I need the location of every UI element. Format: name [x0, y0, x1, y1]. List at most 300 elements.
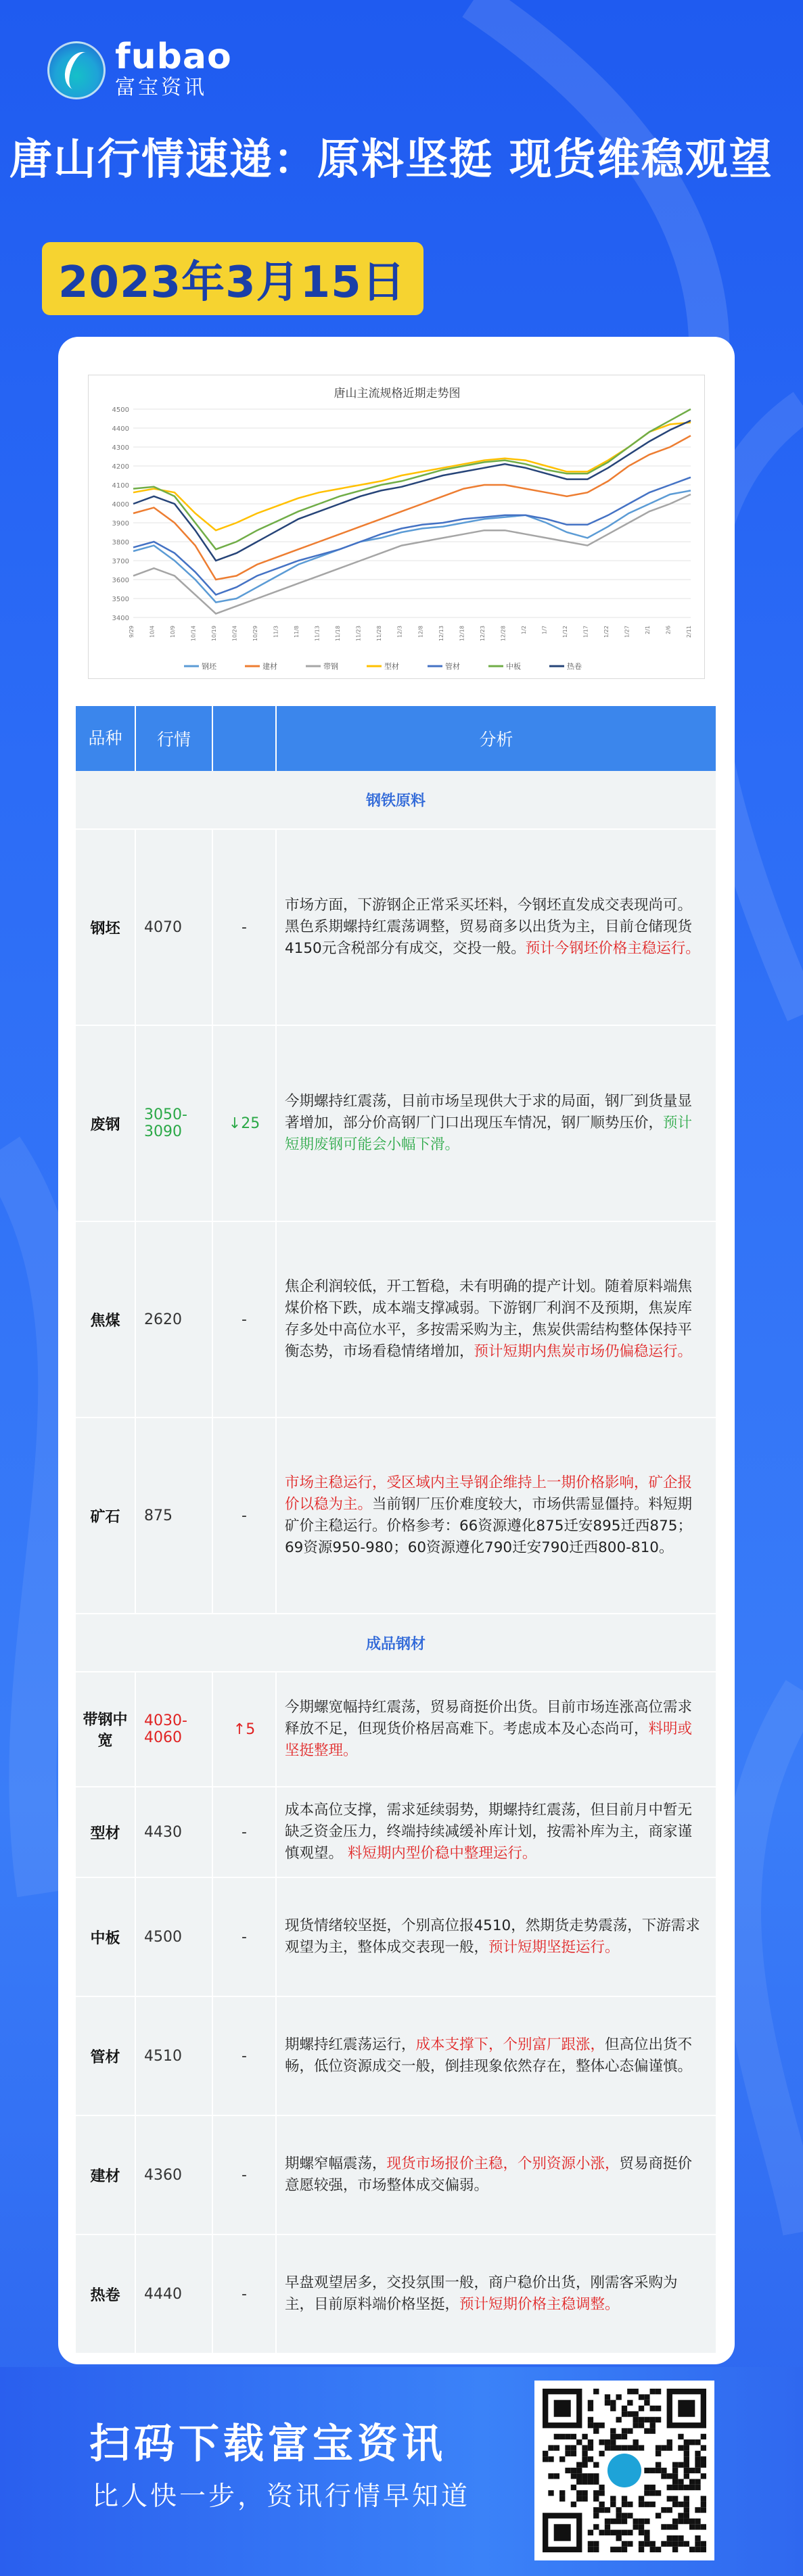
qr-module	[695, 2541, 700, 2546]
qr-module	[701, 2456, 706, 2462]
qr-module	[644, 2541, 649, 2546]
qr-module	[599, 2422, 604, 2428]
x-tick-label: 2/11	[686, 626, 692, 638]
analysis-highlight: 预计短期废钢可能会小幅下滑。	[285, 1114, 693, 1154]
qr-module	[678, 2462, 683, 2467]
analysis-tail: 但高位出货不畅，低位资源成交一般，倒挂现象依然存在，整体心态偏谨慎。	[285, 2036, 693, 2075]
table-row	[76, 1877, 716, 1996]
section-raw-row	[76, 771, 716, 829]
qr-module	[650, 2485, 656, 2490]
qr-module	[571, 2451, 576, 2456]
qr-module	[582, 2479, 587, 2485]
legend-label: 热卷	[567, 662, 582, 671]
qr-module	[571, 2445, 576, 2450]
qr-module	[639, 2530, 644, 2535]
y-tick-label: 4500	[112, 406, 129, 414]
qr-module	[684, 2519, 689, 2524]
qr-module	[610, 2547, 616, 2552]
qr-module	[684, 2456, 689, 2462]
qr-module	[672, 2502, 678, 2507]
qr-module	[678, 2502, 683, 2507]
x-tick-label: 1/22	[603, 626, 610, 638]
qr-module	[644, 2502, 649, 2507]
series-line	[133, 409, 691, 549]
qr-module	[695, 2524, 700, 2529]
table-row	[76, 1418, 716, 1614]
qr-module	[543, 2456, 548, 2462]
series-line	[133, 421, 691, 561]
qr-module	[582, 2490, 587, 2496]
qr-module	[582, 2462, 587, 2467]
qr-module	[672, 2485, 678, 2490]
qr-module	[605, 2439, 610, 2445]
qr-module	[633, 2389, 639, 2394]
row-analysis	[276, 1025, 716, 1221]
qr-module	[672, 2462, 678, 2467]
analysis-text: 当前钢厂压价难度较大，市场供需显僵持。料短期矿价主稳运行。价格参考：66资源遵化875迁安895迁西875；69资源950-980；60资源遵化790迁安790迁西800-810。	[285, 1495, 693, 1557]
qr-module	[610, 2439, 616, 2445]
qr-module	[633, 2439, 639, 2445]
qr-module	[639, 2502, 644, 2507]
analysis-text: 焦企利润较低，开工暂稳，未有明确的提产计划。随着原料端焦煤价格下跌，成本端支撑减弱。下游钢厂利润不及预期，焦炭库存多处中高位水平，多按需采购为主，焦炭供需结构整体保持平衡态势，市场看稳情绪增加，	[285, 1278, 693, 1361]
qr-module	[610, 2434, 616, 2439]
qr-module	[650, 2422, 656, 2428]
qr-module	[599, 2485, 604, 2490]
y-tick-label: 4100	[112, 482, 129, 490]
row-change: ↓25	[212, 1025, 276, 1221]
qr-module	[684, 2473, 689, 2479]
qr-module	[633, 2422, 639, 2428]
qr-module	[571, 2502, 576, 2507]
x-tick-label: 2/1	[644, 626, 651, 634]
y-tick-label: 3500	[112, 596, 129, 603]
legend-label: 管材	[445, 662, 460, 671]
qr-module	[559, 2490, 565, 2496]
qr-finder	[678, 2400, 695, 2417]
x-tick-label: 12/18	[459, 626, 465, 642]
x-tick-label: 1/2	[520, 626, 527, 634]
qr-module	[656, 2406, 661, 2411]
row-change: ↑5	[212, 1672, 276, 1787]
qr-module	[593, 2513, 599, 2519]
qr-module	[576, 2473, 582, 2479]
series-line	[133, 494, 691, 613]
qr-module	[588, 2479, 593, 2485]
qr-module	[548, 2490, 553, 2496]
qr-module	[701, 2445, 706, 2450]
qr-module	[622, 2502, 627, 2507]
row-kind: 带钢中宽	[76, 1672, 135, 1787]
qr-module	[559, 2434, 565, 2439]
qr-module	[650, 2406, 656, 2411]
qr-module	[684, 2462, 689, 2467]
qr-module	[689, 2439, 695, 2445]
section-finished-row	[76, 1614, 716, 1672]
table-row	[76, 1025, 716, 1221]
scan-title: 扫码下载富宝资讯	[89, 2420, 446, 2468]
qr-module	[559, 2496, 565, 2502]
market-table	[76, 706, 717, 2354]
qr-module	[672, 2541, 678, 2546]
qr-module	[678, 2535, 683, 2541]
qr-module	[639, 2445, 644, 2450]
x-tick-label: 12/28	[500, 626, 507, 642]
table-row	[76, 2115, 716, 2234]
y-tick-label: 3900	[112, 520, 129, 528]
row-analysis	[276, 1418, 716, 1614]
row-kind: 矿石	[76, 1418, 135, 1614]
table-row	[76, 1221, 716, 1418]
qr-module	[605, 2524, 610, 2529]
row-price: 4070	[135, 829, 212, 1025]
qr-module	[672, 2479, 678, 2485]
qr-module	[701, 2473, 706, 2479]
qr-module	[605, 2445, 610, 2450]
row-change: -	[212, 1996, 276, 2115]
qr-module	[554, 2434, 559, 2439]
qr-module	[689, 2479, 695, 2485]
row-analysis	[276, 1787, 716, 1877]
brand-name-en: fubao	[115, 37, 232, 77]
qr-module	[672, 2496, 678, 2502]
analysis-highlight: 现货市场报价主稳，个别资源小涨，	[386, 2155, 620, 2172]
qr-module	[576, 2490, 582, 2496]
series-line	[133, 436, 691, 580]
qr-module	[593, 2389, 599, 2394]
x-tick-label: 10/19	[211, 626, 218, 642]
qr-module	[616, 2547, 621, 2552]
x-tick-label: 1/12	[561, 626, 568, 638]
qr-module	[588, 2439, 593, 2445]
qr-module	[599, 2451, 604, 2456]
qr-module	[622, 2406, 627, 2411]
qr-module	[667, 2524, 672, 2529]
qr-module	[554, 2445, 559, 2450]
x-tick-label: 1/7	[541, 626, 548, 634]
qr-module	[656, 2445, 661, 2450]
row-change: -	[212, 1221, 276, 1418]
analysis-text: 现货情绪较坚挺，个别高位报4510，然期货走势震荡，下游需求观望为主，整体成交表现一般，	[285, 1917, 700, 1956]
trend-chart-svg	[89, 375, 706, 680]
qr-module	[656, 2451, 661, 2456]
row-price: 4030-4060	[135, 1672, 212, 1787]
legend-label: 钢坯	[202, 662, 216, 671]
header-change	[212, 706, 276, 771]
qr-module	[689, 2547, 695, 2552]
qr-module	[582, 2473, 587, 2479]
chart-title: 唐山主流规格近期走势图	[334, 387, 461, 400]
row-analysis	[276, 1221, 716, 1418]
analysis-highlight: 料明或坚挺整理。	[285, 1720, 693, 1760]
qr-module	[678, 2519, 683, 2524]
x-tick-label: 11/18	[335, 626, 342, 642]
row-kind: 废钢	[76, 1025, 135, 1221]
scan-subtitle: 比人快一步，资讯行情早知道	[92, 2481, 471, 2512]
qr-module	[622, 2411, 627, 2416]
header-price: 行情	[135, 706, 212, 771]
qr-module	[667, 2473, 672, 2479]
qr-module	[627, 2530, 633, 2535]
qr-module	[565, 2434, 570, 2439]
qr-module	[593, 2428, 599, 2433]
qr-module	[644, 2519, 649, 2524]
x-tick-label: 12/3	[396, 626, 403, 638]
row-analysis	[276, 829, 716, 1025]
qr-module	[672, 2468, 678, 2473]
row-price: 875	[135, 1418, 212, 1614]
qr-module	[599, 2502, 604, 2507]
analysis-highlight: 成本支撑下，个别富厂跟涨，	[415, 2036, 605, 2053]
qr-module	[593, 2524, 599, 2529]
qr-module	[672, 2519, 678, 2524]
qr-module	[616, 2507, 621, 2512]
row-price: 3050-3090	[135, 1025, 212, 1221]
y-tick-label: 3800	[112, 539, 129, 546]
row-analysis	[276, 1672, 716, 1787]
qr-module	[667, 2439, 672, 2445]
row-price: 4360	[135, 2115, 212, 2234]
analysis-highlight: 市场主稳运行，受区域内主导钢企维持上一期价格影响，矿企报价以稳为主。	[285, 1474, 693, 1513]
qr-module	[695, 2485, 700, 2490]
y-tick-label: 4300	[112, 444, 129, 452]
qr-module	[622, 2445, 627, 2450]
qr-module	[644, 2490, 649, 2496]
qr-module	[684, 2507, 689, 2512]
qr-module	[639, 2519, 644, 2524]
page-title: 唐山行情速递：原料坚挺 现货维稳观望	[9, 135, 773, 184]
qr-module	[650, 2502, 656, 2507]
qr-module	[616, 2445, 621, 2450]
legend-label: 带钢	[323, 662, 338, 671]
qr-module	[599, 2530, 604, 2535]
brand-logo	[47, 39, 232, 101]
qr-module	[667, 2445, 672, 2450]
row-kind: 钢坯	[76, 829, 135, 1025]
table-row	[76, 1996, 716, 2115]
qr-module	[576, 2439, 582, 2445]
x-tick-label: 11/23	[355, 626, 362, 642]
analysis-text: 期螺窄幅震荡，	[285, 2155, 387, 2172]
analysis-highlight: 预计短期价格主稳调整。	[459, 2296, 620, 2313]
qr-module	[559, 2456, 565, 2462]
row-kind: 中板	[76, 1877, 135, 1996]
qr-module	[622, 2513, 627, 2519]
qr-module	[639, 2496, 644, 2502]
qr-module	[605, 2400, 610, 2406]
qr-module	[627, 2411, 633, 2416]
qr-module	[543, 2451, 548, 2456]
qr-module	[627, 2513, 633, 2519]
qr-module	[695, 2535, 700, 2541]
qr-module	[633, 2417, 639, 2422]
qr-module	[701, 2524, 706, 2529]
qr-module	[610, 2530, 616, 2535]
analysis-text: 成本高位支撑，需求延续弱势，期螺持红震荡，但目前月中暂无缺乏资金压力，终端持续减缓补库计划，按需补库为主，商家谨慎观望。	[285, 1801, 693, 1863]
qr-module	[622, 2428, 627, 2433]
qr-module	[667, 2507, 672, 2512]
series-line	[133, 477, 691, 595]
qr-module	[656, 2417, 661, 2422]
row-price: 4500	[135, 1877, 212, 1996]
qr-module	[639, 2394, 644, 2399]
qr-module	[639, 2422, 644, 2428]
qr-finder	[554, 2400, 571, 2417]
row-kind: 焦煤	[76, 1221, 135, 1418]
qr-module	[644, 2394, 649, 2399]
qr-module	[616, 2530, 621, 2535]
qr-module	[588, 2406, 593, 2411]
qr-module	[599, 2490, 604, 2496]
qr-module	[684, 2445, 689, 2450]
qr-module	[661, 2524, 666, 2529]
qr-module	[633, 2519, 639, 2524]
header-analysis: 分析	[276, 706, 716, 771]
qr-module	[701, 2502, 706, 2507]
qr-module	[695, 2547, 700, 2552]
qr-module	[684, 2541, 689, 2546]
analysis-text: 期螺持红震荡运行，	[285, 2036, 416, 2053]
qr-module	[565, 2451, 570, 2456]
qr-module	[616, 2519, 621, 2524]
qr-module	[639, 2417, 644, 2422]
qr-module	[672, 2524, 678, 2529]
x-tick-label: 12/13	[438, 626, 444, 642]
qr-module	[622, 2519, 627, 2524]
row-analysis	[276, 1877, 716, 1996]
qr-module	[661, 2507, 666, 2512]
qr-module	[588, 2547, 593, 2552]
qr-module	[650, 2541, 656, 2546]
qr-module	[661, 2541, 666, 2546]
analysis-text: 今期螺持红震荡，目前市场呈现供大于求的局面，钢厂到货量显著增加，部分价高钢厂门口出现压车情况，钢厂顺势压价，	[285, 1092, 693, 1131]
header-kind: 品种	[76, 706, 135, 771]
series-line	[133, 423, 691, 531]
qr-module	[599, 2507, 604, 2512]
table-row	[76, 2234, 716, 2353]
qr-module	[588, 2445, 593, 2450]
x-tick-label: 10/24	[231, 626, 238, 642]
legend-label: 中板	[506, 662, 521, 671]
qr-module	[588, 2400, 593, 2406]
qr-module	[588, 2456, 593, 2462]
row-change: -	[212, 2234, 276, 2353]
qr-module	[599, 2439, 604, 2445]
qr-logo-icon	[607, 2454, 641, 2487]
qr-module	[689, 2468, 695, 2473]
qr-module	[605, 2507, 610, 2512]
qr-module	[644, 2428, 649, 2433]
qr-module	[616, 2513, 621, 2519]
x-tick-label: 11/8	[294, 626, 300, 638]
qr-module	[616, 2417, 621, 2422]
y-tick-label: 3600	[112, 577, 129, 584]
qr-module	[678, 2513, 683, 2519]
analysis-highlight: 预计今钢坯价格主稳运行。	[525, 940, 700, 958]
qr-module	[622, 2434, 627, 2439]
qr-module	[644, 2530, 649, 2535]
qr-module	[678, 2541, 683, 2546]
qr-module	[593, 2473, 599, 2479]
qr-module	[661, 2445, 666, 2450]
qr-module	[610, 2428, 616, 2433]
row-change: -	[212, 1877, 276, 1996]
analysis-text: 早盘观望居多，交投氛围一般，商户稳价出货，刚需客采购为主，目前原料端价格坚挺，	[285, 2274, 678, 2313]
qr-module	[610, 2519, 616, 2524]
qr-module	[667, 2535, 672, 2541]
row-price: 2620	[135, 1221, 212, 1418]
qr-module	[588, 2422, 593, 2428]
qr-module	[656, 2547, 661, 2552]
qr-module	[701, 2547, 706, 2552]
row-price: 4430	[135, 1787, 212, 1877]
qr-module	[650, 2468, 656, 2473]
analysis-text: 今期螺宽幅持红震荡，贸易商挺价出货。目前市场连涨高位需求释放不足，但现货价格居高难下。考虑成本及心态尚可，	[285, 1698, 693, 1737]
qr-module	[695, 2519, 700, 2524]
row-price: 4510	[135, 1996, 212, 2115]
qr-module	[582, 2434, 587, 2439]
qr-module	[616, 2535, 621, 2541]
x-tick-label: 1/17	[582, 626, 589, 638]
legend-label: 建材	[262, 662, 277, 671]
qr-module	[672, 2473, 678, 2479]
qr-module	[644, 2468, 649, 2473]
qr-module	[582, 2451, 587, 2456]
section-finished-label: 成品钢材	[76, 1614, 716, 1672]
qr-module	[684, 2502, 689, 2507]
qr-module	[622, 2541, 627, 2546]
qr-module	[593, 2496, 599, 2502]
qr-module	[672, 2535, 678, 2541]
row-change: -	[212, 829, 276, 1025]
qr-module	[582, 2456, 587, 2462]
qr-module	[695, 2468, 700, 2473]
qr-module	[593, 2541, 599, 2546]
x-tick-label: 2/6	[665, 626, 672, 634]
qr-module	[571, 2473, 576, 2479]
qr-module	[627, 2502, 633, 2507]
qr-module	[650, 2389, 656, 2394]
x-tick-label: 10/4	[149, 626, 156, 638]
qr-module	[610, 2400, 616, 2406]
row-kind: 热卷	[76, 2234, 135, 2353]
qr-module	[650, 2428, 656, 2433]
analysis-highlight: 预计短期内焦炭市场仍偏稳运行。	[474, 1343, 693, 1361]
qr-module	[610, 2496, 616, 2502]
qr-module	[616, 2434, 621, 2439]
table-row	[76, 829, 716, 1025]
qr-module	[695, 2456, 700, 2462]
qr-module	[667, 2485, 672, 2490]
content-card	[58, 337, 735, 2364]
x-tick-label: 11/13	[314, 626, 321, 642]
row-analysis	[276, 1996, 716, 2115]
qr-module	[610, 2445, 616, 2450]
qr-module	[639, 2547, 644, 2552]
qr-module	[672, 2547, 678, 2552]
row-change: -	[212, 1418, 276, 1614]
qr-module	[605, 2394, 610, 2399]
qr-module	[627, 2541, 633, 2546]
x-tick-label: 9/29	[129, 626, 135, 638]
qr-module	[656, 2490, 661, 2496]
qr-module	[548, 2473, 553, 2479]
row-kind: 型材	[76, 1787, 135, 1877]
x-tick-label: 11/3	[273, 626, 279, 638]
qr-code[interactable]	[534, 2381, 714, 2560]
qr-module	[639, 2524, 644, 2529]
qr-module	[588, 2417, 593, 2422]
qr-module	[656, 2513, 661, 2519]
